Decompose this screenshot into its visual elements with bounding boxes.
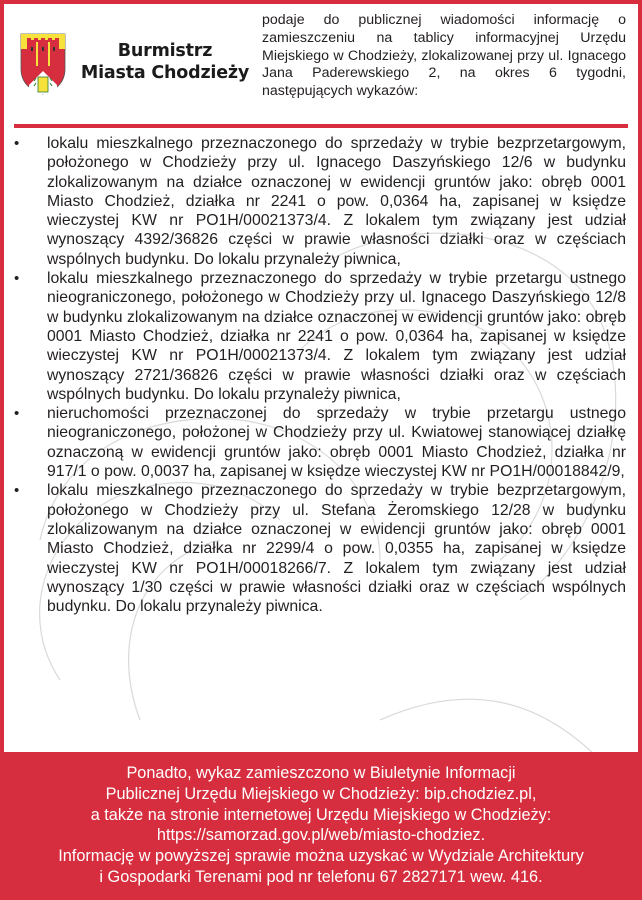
coat-of-arms-icon bbox=[20, 33, 66, 95]
footer-line: i Gospodarki Terenami pod nr telefonu 67 2827171 wew. 416. bbox=[99, 867, 543, 886]
list-item-text: lokalu mieszkalnego przeznaczonego do sprzedaży w trybie przetargu ustnego nieograniczonego, położonego w Chodzieży przy ul. Ignacego Daszyńskiego 12/8 w budynku zlokalizowanym na działce oznaczonej w ewidencji gruntów jako: obręb 0001 Miasto Chodzież, działka nr 2241 o pow. 0,0364 ha, zapisanej w księdze wieczystej KW nr PO1H/00021373/4. Z lokalem tym związany jest udział wynoszący 2721/36826 części w prawie własności działki oraz w częściach wspólnych budynku. Do lokalu przynależy piwnica, bbox=[47, 270, 626, 403]
footer-notice bbox=[0, 752, 642, 900]
list-item bbox=[14, 269, 626, 404]
intro-paragraph: podaje do publicznej wiadomości informację o zamieszczeniu na tablicy informacyjnej Urzędu Miejskiego w Chodzieży, zlokalizowanej przy ul. Ignacego Jana Paderewskiego 2, na okres 6 tygodni, następujących wykazów: bbox=[262, 12, 626, 100]
list-item bbox=[14, 481, 626, 616]
listing-list bbox=[14, 134, 626, 616]
list-item-text: lokalu mieszkalnego przeznaczonego do sprzedaży w trybie bezprzetargowym, położonego w Chodzieży przy ul. Ignacego Daszyńskiego 12/6 w budynku zlokalizowanym na działce oznaczonej w ewidencji gruntów jako: obręb 0001 Miasto Chodzież, działka nr 2241 o pow. 0,0364 ha, zapisanej w księdze wieczystej KW nr PO1H/00021373/4. Z lokalem tym związany jest udział wynoszący 4392/36826 części w prawie własności działki oraz w częściach wspólnych budynku. Do lokalu przynależy piwnica, bbox=[47, 135, 626, 268]
bullet-icon: • bbox=[14, 135, 20, 152]
list-item bbox=[14, 404, 626, 481]
footer-line: https://samorzad.gov.pl/web/miasto-chodziez. bbox=[156, 826, 486, 845]
footer-line: Ponadto, wykaz zamieszczono w Biuletynie Informacji bbox=[126, 764, 516, 782]
bullet-icon: • bbox=[14, 405, 20, 423]
header-divider bbox=[14, 124, 628, 128]
list-item-text: nieruchomości przeznaczonej do sprzedaży w trybie przetargu ustnego nieograniczonego, położonej w Chodzieży przy ul. Kwiatowej stanowiącej działkę oznaczoną w ewidencji gruntów jako: obręb 0001 Miasto Chodzież, działka nr 917/1 o pow. 0,0037 ha, zapisanej w księdze wieczystej KW nr PO1H/00018842/9, bbox=[47, 405, 626, 481]
footer-line: a także na stronie internetowej Urzędu Miejskiego w Chodzieży: bbox=[90, 805, 552, 824]
header bbox=[0, 0, 642, 120]
bullet-icon: • bbox=[14, 482, 20, 500]
footer-line: Informację w powyższej sprawie można uzyskać w Wydziale Architektury bbox=[58, 847, 584, 866]
list-item-text: lokalu mieszkalnego przeznaczonego do sprzedaży w trybie bezprzetargowym, położonego w Chodzieży przy ul. Stefana Żeromskiego 12/28 w budynku zlokalizowanym na działce oznaczonej w ewidencji gruntów jako: obręb 0001 Miasto Chodzież, działka nr 2299/4 o pow. 0,0355 ha, zapisanej w księdze wieczystej KW nr PO1H/00018266/7. Z lokalem tym związany jest udział wynoszący 1/30 części w prawie własności działki oraz w częściach wspólnych budynku. Do lokalu przynależy piwnica. bbox=[47, 482, 626, 616]
list-item bbox=[14, 134, 626, 269]
issuer-title-line2: Miasta Chodzieży bbox=[80, 63, 250, 83]
issuer-title-line1: Burmistrz bbox=[117, 41, 213, 61]
footer-line: Publicznej Urzędu Miejskiego w Chodzieży: bip.chodziez.pl, bbox=[105, 784, 537, 803]
issuer-title bbox=[80, 40, 250, 84]
bullet-icon: • bbox=[14, 270, 20, 288]
